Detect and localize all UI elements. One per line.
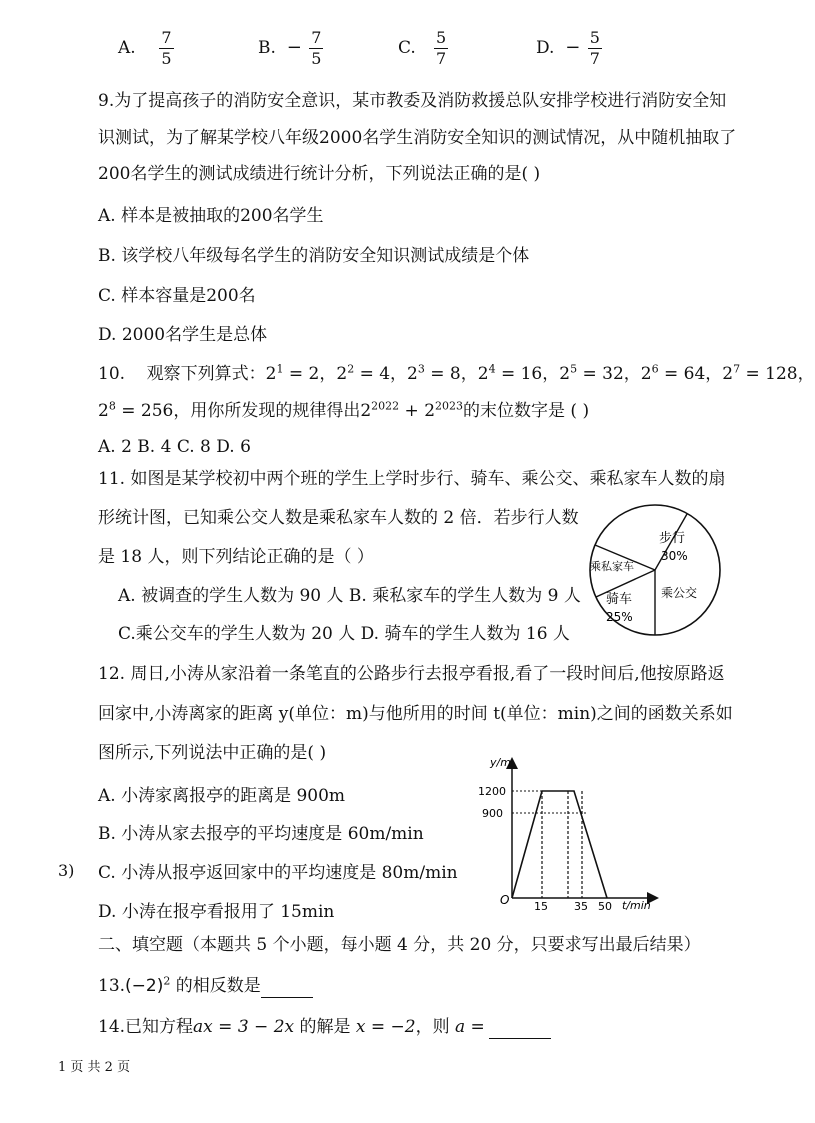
q11-options-cd: C.乘公交车的学生人数为 20 人 D. 骑车的学生人数为 16 人 bbox=[118, 624, 570, 644]
page-footer: 1 页 共 2 页 bbox=[58, 1060, 131, 1075]
q9-line-1: 9.为了提高孩子的消防安全意识，某市教委及消防救援总队安排学校进行消防安全知 bbox=[98, 91, 727, 111]
q12-line-2: 回家中,小涛离家的距离 y(单位：m)与他所用的时间 t(单位：min)之间的函数关系如 bbox=[98, 704, 733, 724]
pie-car-label: 乘私家车 bbox=[590, 560, 634, 573]
q12-line-3: 图所示,下列说法中正确的是( ) bbox=[98, 743, 327, 763]
q10-prefix: 观察下列算式： bbox=[146, 364, 266, 384]
q12-distance-time-graph bbox=[476, 752, 666, 912]
q10-line-1: 10. 观察下列算式：$2^1 = 2$，$2^2 = 4$，$2^3 = 8$，$2^4 = 16$，$2^5 = 32$，$2^6 = 64$，$2^7 = 128$， bbox=[98, 362, 815, 384]
section-2-heading: 二、填空题（本题共 5 个小题，每小题 4 分，共 20 分，只要求写出最后结果） bbox=[98, 935, 701, 955]
q12-option-d: D. 小涛在报亭看报用了 15min bbox=[98, 902, 335, 922]
q13-answer-blank[interactable] bbox=[261, 975, 313, 998]
graph-origin: O bbox=[500, 893, 510, 907]
pie-walk-pct: 30% bbox=[661, 549, 688, 563]
q12-option-b: B. 小涛从家去报亭的平均速度是 60m/min bbox=[98, 824, 424, 844]
q13: $13.(-2)^2$ 的相反数是 bbox=[98, 975, 313, 998]
q8-options bbox=[0, 0, 794, 90]
q9-line-2: 识测试，为了解某学校八年级2000名学生消防安全知识的测试情况，从中随机抽取了 bbox=[98, 128, 737, 148]
q10-line-2: $2^8 = 256$，用你所发现的规律得出$2^{2022} + 2^{2023}$的末位数字是 ( ) bbox=[98, 399, 590, 421]
q9-option-a: A. 样本是被抽取的200名学生 bbox=[98, 206, 324, 226]
q11-line-3: 是 18 人，则下列结论正确的是（ ） bbox=[98, 547, 374, 567]
q8-option-b: B. − $\frac{7}{5}$ bbox=[258, 28, 322, 68]
q10-number: 10. bbox=[98, 364, 126, 384]
pie-walk-label: 步行 bbox=[659, 531, 686, 546]
graph-y-tick-900: 900 bbox=[482, 807, 503, 820]
q14-answer-blank[interactable] bbox=[489, 1016, 551, 1039]
pie-bike-label: 骑车 bbox=[606, 592, 633, 607]
graph-x-tick-15: 15 bbox=[534, 900, 548, 913]
q9-option-b: B. 该学校八年级每名学生的消防安全知识测试成绩是个体 bbox=[98, 246, 530, 266]
q8-option-a: A. $\frac{7}{5}$ bbox=[118, 28, 172, 68]
q9-option-c: C. 样本容量是200名 bbox=[98, 286, 256, 306]
q12-line-1: 12. 周日,小涛从家沿着一条笔直的公路步行去报亭看报,看了一段时间后,他按原路返 bbox=[98, 664, 725, 684]
q11-options-ab: A. 被调查的学生人数为 90 人 B. 乘私家车的学生人数为 9 人 bbox=[118, 586, 581, 606]
q9-line-3: 200名学生的测试成绩进行统计分析，下列说法正确的是( ) bbox=[98, 164, 541, 184]
q12-option-a: A. 小涛家离报亭的距离是 900m bbox=[98, 786, 346, 806]
graph-x-tick-50: 50 bbox=[598, 900, 612, 913]
q12-option-c: C. 小涛从报亭返回家中的平均速度是 80m/min bbox=[98, 863, 458, 883]
graph-x-tick-35: 35 bbox=[574, 900, 588, 913]
q14: 14.已知方程ax = 3 − 2x 的解是 x = −2，则 a = bbox=[98, 1016, 551, 1039]
pie-bus-label: 乘公交 bbox=[661, 586, 698, 600]
q9-option-d: D. 2000名学生是总体 bbox=[98, 325, 268, 345]
q10-options: A. 2 B. 4 C. 8 D. 6 bbox=[98, 437, 251, 457]
graph-line bbox=[512, 791, 607, 898]
q8-option-d: D. − $\frac{5}{7}$ bbox=[536, 28, 600, 68]
q11-line-1: 11. 如图是某学校初中两个班的学生上学时步行、骑车、乘公交、乘私家车人数的扇 bbox=[98, 469, 726, 489]
q8-option-c: C. $\frac{5}{7}$ bbox=[398, 28, 447, 68]
margin-mark: 3) bbox=[58, 861, 75, 880]
graph-y-tick-1200: 1200 bbox=[478, 785, 506, 798]
q11-pie-chart bbox=[586, 500, 726, 640]
graph-x-label: t/min bbox=[622, 899, 651, 912]
pie-bike-pct: 25% bbox=[606, 610, 633, 624]
graph-y-label: y/m bbox=[490, 756, 511, 769]
q11-line-2: 形统计图，已知乘公交人数是乘私家车人数的 2 倍．若步行人数 bbox=[98, 508, 579, 528]
